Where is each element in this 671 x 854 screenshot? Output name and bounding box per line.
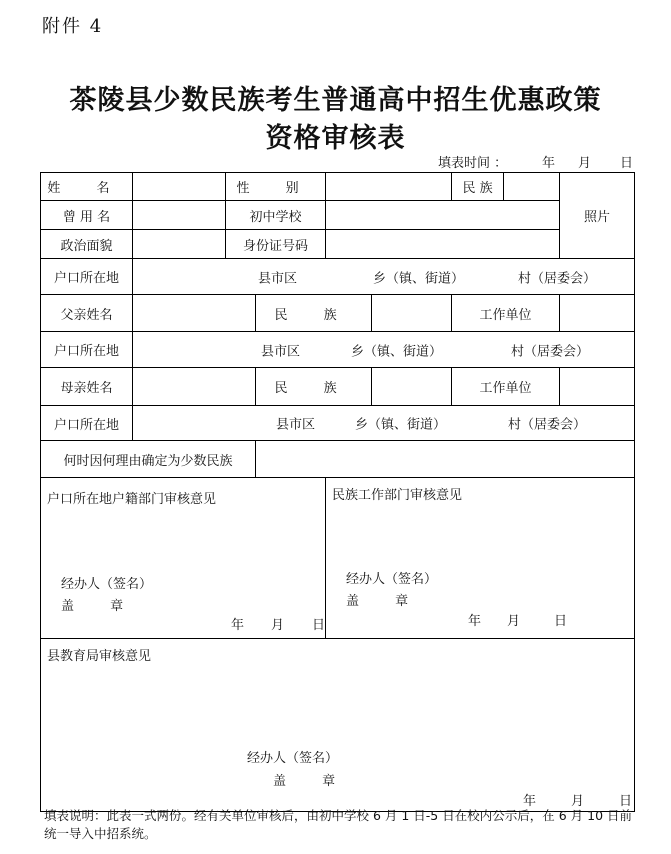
former-name-field[interactable] bbox=[133, 201, 226, 230]
junior-school-label: 初中学校 bbox=[226, 201, 326, 230]
father-name-label: 父亲姓名 bbox=[41, 295, 133, 332]
seal-label: 盖 章 bbox=[273, 774, 352, 789]
seal-label: 盖 章 bbox=[61, 599, 140, 614]
household-dept-review[interactable] bbox=[41, 478, 326, 639]
fill-time-day: 日 bbox=[620, 156, 634, 171]
name-label: 姓 名 bbox=[41, 173, 133, 201]
form-subtitle: 资格审核表 bbox=[265, 123, 406, 154]
ethnic-dept-review[interactable] bbox=[326, 478, 635, 639]
ethnic-dept-review-title: 民族工作部门审核意见 bbox=[332, 488, 463, 503]
mother-name-field[interactable] bbox=[133, 368, 256, 406]
gender-label: 性 别 bbox=[226, 173, 326, 201]
gender-field[interactable] bbox=[326, 173, 452, 201]
fill-instructions: 填表说明：此表一式两份。经有关单位审核后，由初中学校 6 月 1 日-5 日在校内公示后，在 6 月 10 日前统一导入中招系统。 bbox=[44, 808, 632, 841]
when-why-label: 何时因何理由确定为少数民族 bbox=[41, 441, 256, 478]
mother-ethnicity-label: 民 族 bbox=[256, 368, 372, 406]
village-text: 村（居委会） bbox=[511, 344, 590, 359]
mother-name-label: 母亲姓名 bbox=[41, 368, 133, 406]
id-number-field[interactable] bbox=[326, 230, 560, 259]
review-day: 日 bbox=[619, 794, 633, 809]
mother-work-label: 工作单位 bbox=[452, 368, 560, 406]
political-field[interactable] bbox=[133, 230, 226, 259]
review-year: 年 bbox=[468, 614, 482, 629]
former-name-label: 曾 用 名 bbox=[41, 201, 133, 230]
father-ethnicity-field[interactable] bbox=[372, 295, 452, 332]
county-text: 县市区 bbox=[258, 271, 298, 286]
handler-label: 经办人（签名） bbox=[247, 751, 339, 766]
ethnicity-field[interactable] bbox=[504, 173, 560, 201]
township-text: 乡（镇、街道） bbox=[351, 344, 443, 359]
handler-label: 经办人（签名） bbox=[61, 577, 153, 592]
qualification-table bbox=[40, 172, 635, 812]
edu-bureau-review-title: 县教育局审核意见 bbox=[47, 649, 152, 664]
household-label: 户口所在地 bbox=[41, 259, 133, 295]
household-dept-review-title: 户口所在地户籍部门审核意见 bbox=[47, 492, 217, 507]
household-field[interactable] bbox=[133, 259, 635, 295]
father-work-field[interactable] bbox=[560, 295, 635, 332]
photo-box: 照片 bbox=[560, 173, 635, 259]
seal-label: 盖 章 bbox=[346, 594, 425, 609]
edu-bureau-review[interactable] bbox=[41, 639, 635, 812]
id-number-label: 身份证号码 bbox=[226, 230, 326, 259]
junior-school-field[interactable] bbox=[326, 201, 560, 230]
handler-label: 经办人（签名） bbox=[346, 572, 438, 587]
name-field[interactable] bbox=[133, 173, 226, 201]
political-label: 政治面貌 bbox=[41, 230, 133, 259]
review-year: 年 bbox=[231, 618, 245, 633]
village-text: 村（居委会） bbox=[518, 271, 597, 286]
father-name-field[interactable] bbox=[133, 295, 256, 332]
mother-household-field[interactable] bbox=[133, 406, 635, 441]
ethnicity-label: 民 族 bbox=[452, 173, 504, 201]
fill-time-month: 月 bbox=[578, 156, 592, 171]
attachment-label: 附件 4 bbox=[42, 16, 104, 37]
township-text: 乡（镇、街道） bbox=[373, 271, 465, 286]
review-month: 月 bbox=[271, 618, 285, 633]
mother-household-label: 户口所在地 bbox=[41, 406, 133, 441]
review-day: 日 bbox=[554, 614, 568, 629]
township-text: 乡（镇、街道） bbox=[355, 417, 447, 433]
review-month: 月 bbox=[571, 794, 585, 809]
fill-time-label: 填表时间 ： bbox=[438, 156, 508, 171]
father-work-label: 工作单位 bbox=[452, 295, 560, 332]
father-household-label: 户口所在地 bbox=[41, 332, 133, 368]
review-year: 年 bbox=[523, 794, 537, 809]
mother-work-field[interactable] bbox=[560, 368, 635, 406]
father-household-field[interactable] bbox=[133, 332, 635, 368]
review-day: 日 bbox=[312, 618, 326, 633]
review-month: 月 bbox=[507, 614, 521, 629]
form-title: 茶陵县少数民族考生普通高中招生优惠政策 bbox=[69, 85, 602, 116]
county-text: 县市区 bbox=[276, 417, 316, 433]
fill-time-year: 年 bbox=[542, 156, 556, 171]
when-why-field[interactable] bbox=[256, 441, 635, 478]
county-text: 县市区 bbox=[261, 344, 301, 359]
father-ethnicity-label: 民 族 bbox=[256, 295, 372, 332]
village-text: 村（居委会） bbox=[508, 417, 587, 433]
mother-ethnicity-field[interactable] bbox=[372, 368, 452, 406]
